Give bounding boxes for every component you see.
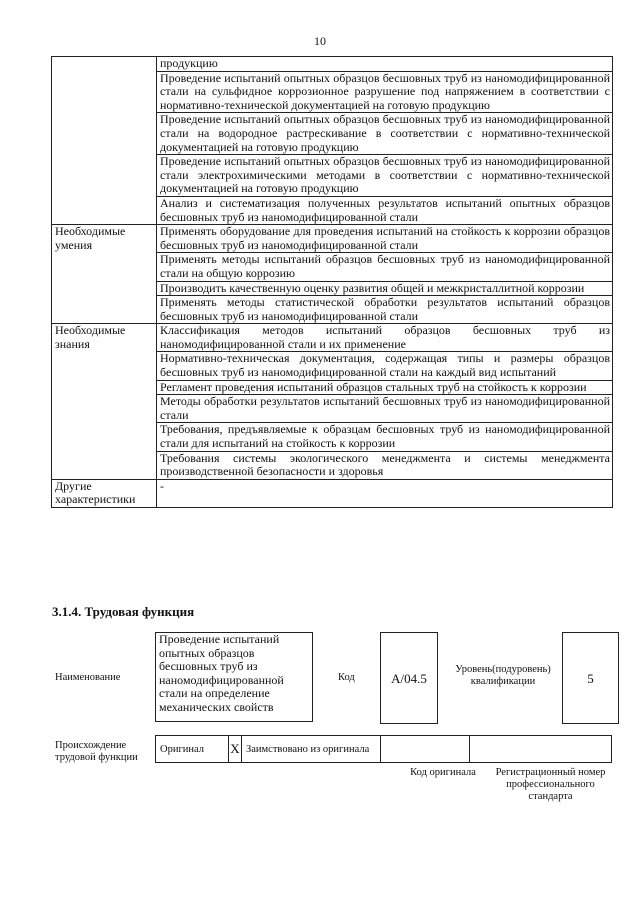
page-number: 10 bbox=[314, 34, 326, 48]
origin-label: Происхождение трудовой функции bbox=[55, 740, 138, 763]
table-cell: Требования системы экологического менеджмента и системы менеджмента производственной безопасности и здоровья bbox=[157, 451, 613, 479]
name-label: Наименование bbox=[55, 672, 121, 683]
table-row bbox=[156, 736, 612, 763]
table-cell: Анализ и систематизация полученных результатов испытаний опытных образцов бесшовных труб из наномодифицированной стали bbox=[157, 196, 613, 224]
table-cell: Проведение испытаний опытных образцов бесшовных труб из наномодифицированной стали на сульфидное коррозионное разрушение под напряжением в соответствии с нормативно-технической документацией на готовую продукцию bbox=[157, 71, 613, 113]
original-cell: Оригинал bbox=[156, 736, 229, 763]
table-cell: Производить качественную оценку развития общей и межкристаллитной коррозии bbox=[157, 281, 613, 296]
row-label bbox=[52, 57, 157, 225]
table-cell: Применять методы испытаний образцов бесшовных труб из наномодифицированной стали на общую коррозию bbox=[157, 253, 613, 281]
table-row bbox=[52, 324, 613, 352]
table-cell: - bbox=[157, 479, 613, 507]
table-row bbox=[52, 479, 613, 507]
table-cell: Требования, предъявляемые к образцам бесшовных труб из наномодифицированной стали для испытаний на стойкость к коррозии bbox=[157, 423, 613, 451]
code-value: A/04.5 bbox=[391, 671, 427, 686]
table-cell: Методы обработки результатов испытаний бесшовных труб из наномодифицированной стали bbox=[157, 395, 613, 423]
reg-number-caption: Регистрационный номер профессионального стандарта bbox=[495, 767, 606, 802]
code-box bbox=[380, 632, 438, 724]
function-name-box: Проведение испытаний опытных образцов бесшовных труб из наномодифицированной стали на определение механических свойств bbox=[155, 632, 313, 722]
level-box bbox=[562, 632, 619, 724]
table-cell: Применять методы статистической обработки результатов испытаний образцов бесшовных труб из наномодифицированной стали bbox=[157, 296, 613, 324]
table-cell: Проведение испытаний опытных образцов бесшовных труб из наномодифицированной стали электрохимическими методами в соответствии с нормативно-технической документацией на готовую продукцию bbox=[157, 155, 613, 197]
code-label: Код bbox=[338, 672, 355, 683]
table-row bbox=[52, 225, 613, 253]
table-cell: Применять оборудование для проведения испытаний на стойкость к коррозии образцов бесшовных труб из наномодифицированной стали bbox=[157, 225, 613, 253]
reg-number-cell bbox=[470, 736, 612, 763]
table-cell: Регламент проведения испытаний образцов стальных труб на стойкость к коррозии bbox=[157, 380, 613, 395]
table-row bbox=[52, 57, 613, 72]
section-title: 3.1.4. Трудовая функция bbox=[52, 604, 195, 619]
row-label-knowledge: Необходимые знания bbox=[52, 324, 157, 480]
table-cell: продукцию bbox=[157, 57, 613, 72]
table-cell: Проведение испытаний опытных образцов бесшовных труб из наномодифицированной стали на водородное растрескивание в соответствии с нормативно-технической документацией на готовую продукцию bbox=[157, 113, 613, 155]
borrowed-cell: Заимствовано из оригинала bbox=[242, 736, 381, 763]
table-cell: Классификация методов испытаний образцов бесшовных труб из наномодифицированной стали и их применение bbox=[157, 324, 613, 352]
row-label-skills: Необходимые умения bbox=[52, 225, 157, 324]
table-cell: Нормативно-техническая документация, содержащая типы и размеры образцов бесшовных труб из наномодифицированной стали на каждый вид испытаний bbox=[157, 352, 613, 380]
original-mark: X bbox=[229, 736, 242, 763]
code-original-cell bbox=[381, 736, 470, 763]
origin-table bbox=[155, 735, 612, 763]
row-label-other: Другие характеристики bbox=[52, 479, 157, 507]
competency-table bbox=[51, 56, 613, 508]
code-original-caption: Код оригинала bbox=[410, 767, 476, 778]
level-label: Уровень(подуровень) квалификации bbox=[455, 664, 551, 687]
level-value: 5 bbox=[587, 671, 594, 686]
